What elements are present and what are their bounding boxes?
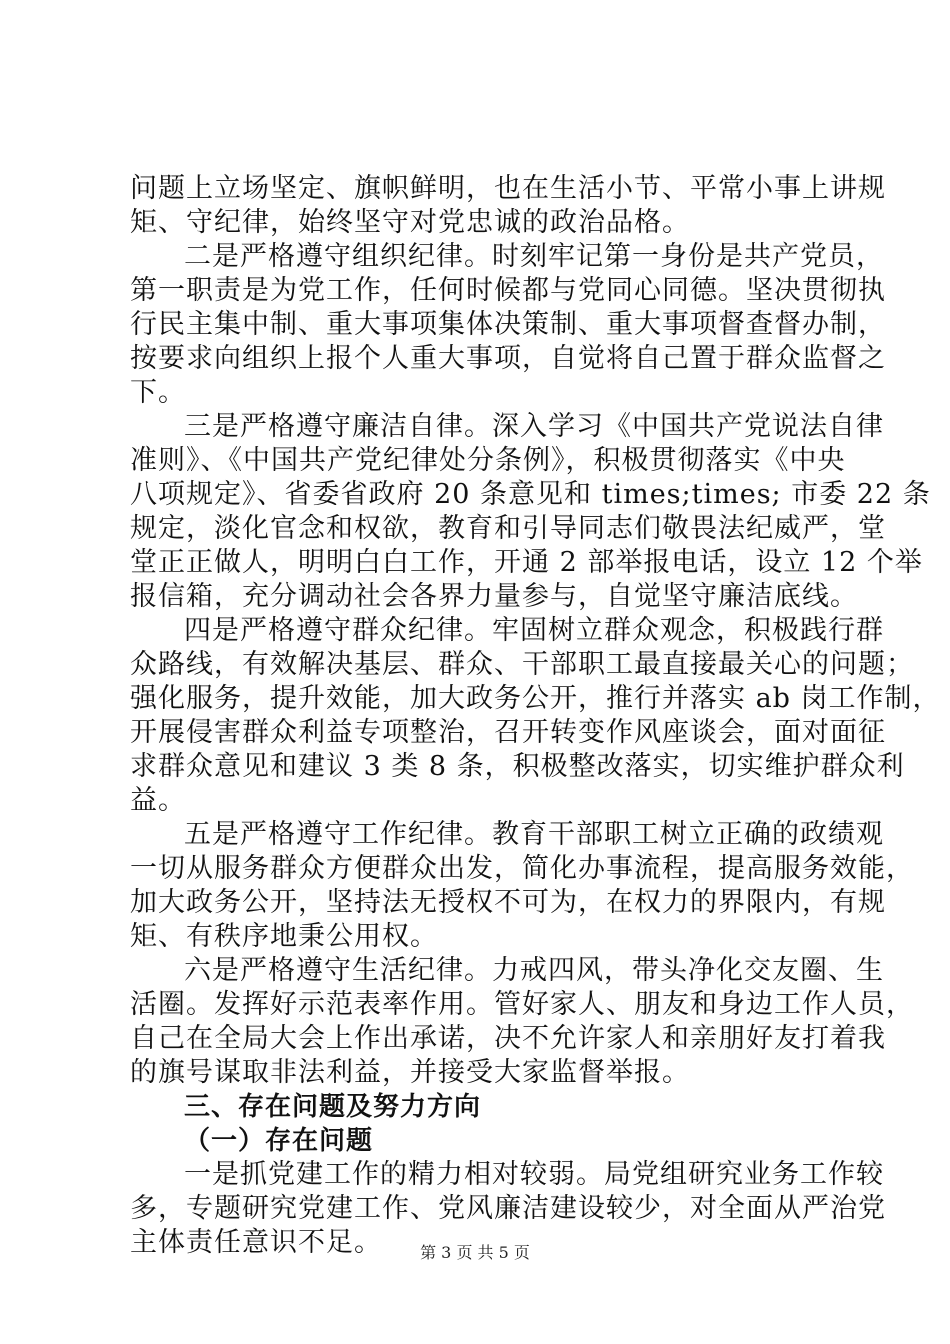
text-line: 自己在全局大会上作出承诺，决不允许家人和亲朋好友打着我 (130, 1023, 886, 1054)
text-line: 规定，淡化官念和权欲，教育和引导同志们敬畏法纪威严，堂 (130, 513, 886, 544)
paragraph-political-discipline-end (130, 172, 886, 240)
document-body (130, 172, 941, 1260)
text-line: 按要求向组织上报个人重大事项，自觉将自己置于群众监督之 (130, 343, 886, 374)
text-line: 五是严格遵守工作纪律。教育干部职工树立正确的政绩观 (184, 819, 884, 850)
text-line: 问题上立场坚定、旗帜鲜明，也在生活小节、平常小事上讲规 (130, 173, 886, 204)
paragraph-integrity-discipline (130, 410, 931, 614)
text-line: 第一职责是为党工作，任何时候都与党同心同德。坚决贯彻执 (130, 275, 886, 306)
text-line: 二是严格遵守组织纪律。时刻牢记第一身份是共产党员， (184, 241, 884, 272)
paragraph-organizational-discipline (130, 240, 886, 410)
text-line: 开展侵害群众利益专项整治，召开转变作风座谈会，面对面征 (130, 717, 886, 748)
text-line: 益。 (130, 785, 186, 816)
text-line: 矩、守纪律，始终坚守对党忠诚的政治品格。 (130, 207, 690, 238)
text-line: 众路线，有效解决基层、群众、干部职工最直接最关心的问题； (130, 649, 914, 680)
text-line: 的旗号谋取非法利益，并接受大家监督举报。 (130, 1057, 690, 1088)
subsection-heading: （一）存在问题 (184, 1126, 374, 1156)
text-line: 活圈。发挥好示范表率作用。管好家人、朋友和身边工作人员， (130, 989, 914, 1020)
text-line: 求群众意见和建议 3 类 8 条，积极整改落实，切实维护群众利 (130, 751, 905, 782)
text-line: 行民主集中制、重大事项集体决策制、重大事项督查督办制， (130, 309, 886, 340)
text-line: 堂正正做人，明明白白工作，开通 2 部举报电话，设立 12 个举 (130, 547, 923, 578)
text-line: 下。 (130, 377, 186, 408)
text-line: 矩、有秩序地秉公用权。 (130, 921, 438, 952)
text-line: 加大政务公开，坚持法无授权不可为，在权力的界限内，有规 (130, 887, 886, 918)
paragraph-life-discipline (130, 954, 914, 1090)
text-line: 主体责任意识不足。 (130, 1227, 382, 1258)
paragraph-work-discipline (130, 818, 914, 954)
text-line: 准则》、《中国共产党纪律处分条例》，积极贯彻落实《中央 (130, 445, 846, 476)
section-heading: 三、存在问题及努力方向 (184, 1092, 482, 1122)
text-line: 八项规定》、省委省政府 20 条意见和 times;times; 市委 22 条 (130, 479, 931, 510)
paragraph-mass-discipline (130, 614, 941, 818)
text-line: 强化服务，提升效能，加大政务公开，推行并落实 ab 岗工作制， (130, 683, 941, 714)
text-line: 一切从服务群众方便群众出发，简化办事流程，提高服务效能， (130, 853, 914, 884)
text-line: 一是抓党建工作的精力相对较弱。局党组研究业务工作较 (184, 1159, 884, 1190)
text-line: 报信箱，充分调动社会各界力量参与，自觉坚守廉洁底线。 (130, 581, 858, 612)
text-line: 多，专题研究党建工作、党风廉洁建设较少，对全面从严治党 (130, 1193, 886, 1224)
text-line: 六是严格遵守生活纪律。力戒四风，带头净化交友圈、生 (184, 955, 884, 986)
text-line: 三是严格遵守廉洁自律。深入学习《中国共产党说法自律 (184, 411, 884, 442)
text-line: 四是严格遵守群众纪律。牢固树立群众观念，积极践行群 (184, 615, 884, 646)
page-number-footer: 第 3 页 共 5 页 (420, 1243, 530, 1262)
